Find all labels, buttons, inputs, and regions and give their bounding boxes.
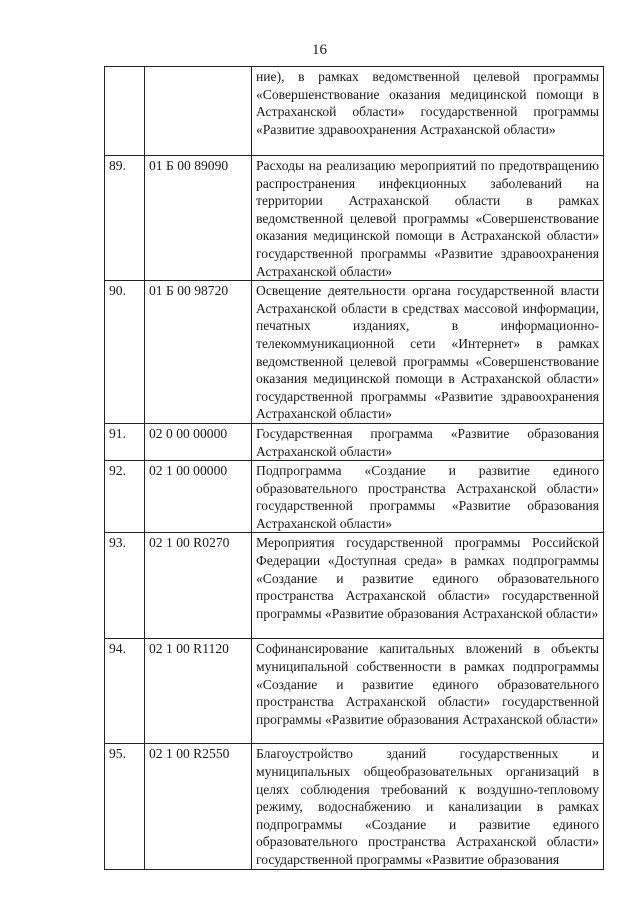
- row-number: 90.: [105, 281, 145, 424]
- row-number: [105, 67, 145, 156]
- row-code: 01 Б 00 98720: [145, 281, 252, 424]
- row-number: 95.: [105, 744, 145, 869]
- table-row: [105, 744, 604, 869]
- row-description: Освещение деятельности органа государственной власти Астраханской области в средствах массовой информации, печатных изданиях, в информационно-телекоммуникационной сети «Интернет» в рамках ведомственной целевой программы «Совершенствование оказания медицинской помощи в Астраханской области» государственной программы «Развитие здравоохранения Астраханской области»: [252, 281, 604, 424]
- row-code: 02 1 00 R1120: [145, 639, 252, 744]
- row-number: 89.: [105, 156, 145, 281]
- table-row: [105, 423, 604, 460]
- budget-codes-table: [104, 66, 604, 870]
- table-row: [105, 281, 604, 424]
- page-number: 16: [312, 42, 327, 58]
- row-description: Подпрограмма «Создание и развитие единого образовательного пространства Астраханской области» государственной программы «Развитие образования Астраханской области»: [252, 461, 604, 533]
- row-code: 02 1 00 R2550: [145, 744, 252, 869]
- row-number: 93.: [105, 533, 145, 639]
- row-description: Государственная программа «Развитие образования Астраханской области»: [252, 423, 604, 460]
- row-description: Расходы на реализацию мероприятий по предотвращению распространения инфекционных заболеваний на территории Астраханской области в рамках ведомственной целевой программы «Совершенствование оказания медицинской помощи в Астраханской области» государственной программы «Развитие здравоохранения Астраханской области»: [252, 156, 604, 281]
- table-row: [105, 67, 604, 156]
- row-code: 02 1 00 R0270: [145, 533, 252, 639]
- row-description: ние), в рамках ведомственной целевой программы «Совершенствование оказания медицинской помощи в Астраханской области» государственной программы «Развитие здравоохранения Астраханской области»: [252, 67, 604, 156]
- table-row: [105, 156, 604, 281]
- table-row: [105, 639, 604, 744]
- row-code: 01 Б 00 89090: [145, 156, 252, 281]
- row-description: Благоустройство зданий государственных и муниципальных общеобразовательных организаций в целях соблюдения требований к воздушно-тепловому режиму, водоснабжению и канализации в рамках подпрограммы «Создание и развитие единого образовательного пространства Астраханской области» государственной программы «Развитие образования: [252, 744, 604, 869]
- row-code: 02 0 00 00000: [145, 423, 252, 460]
- row-description: Софинансирование капитальных вложений в объекты муниципальной собственности в рамках подпрограммы «Создание и развитие единого образовательного пространства Астраханской области» государственной программы «Развитие образования Астраханской области»: [252, 639, 604, 744]
- row-description: Мероприятия государственной программы Российской Федерации «Доступная среда» в рамках подпрограммы «Создание и развитие единого образовательного пространства Астраханской области» государственной программы «Развитие образования Астраханской области»: [252, 533, 604, 639]
- table-row: [105, 533, 604, 639]
- table-row: [105, 461, 604, 533]
- row-code: 02 1 00 00000: [145, 461, 252, 533]
- row-number: 94.: [105, 639, 145, 744]
- row-number: 92.: [105, 461, 145, 533]
- row-code: [145, 67, 252, 156]
- row-number: 91.: [105, 423, 145, 460]
